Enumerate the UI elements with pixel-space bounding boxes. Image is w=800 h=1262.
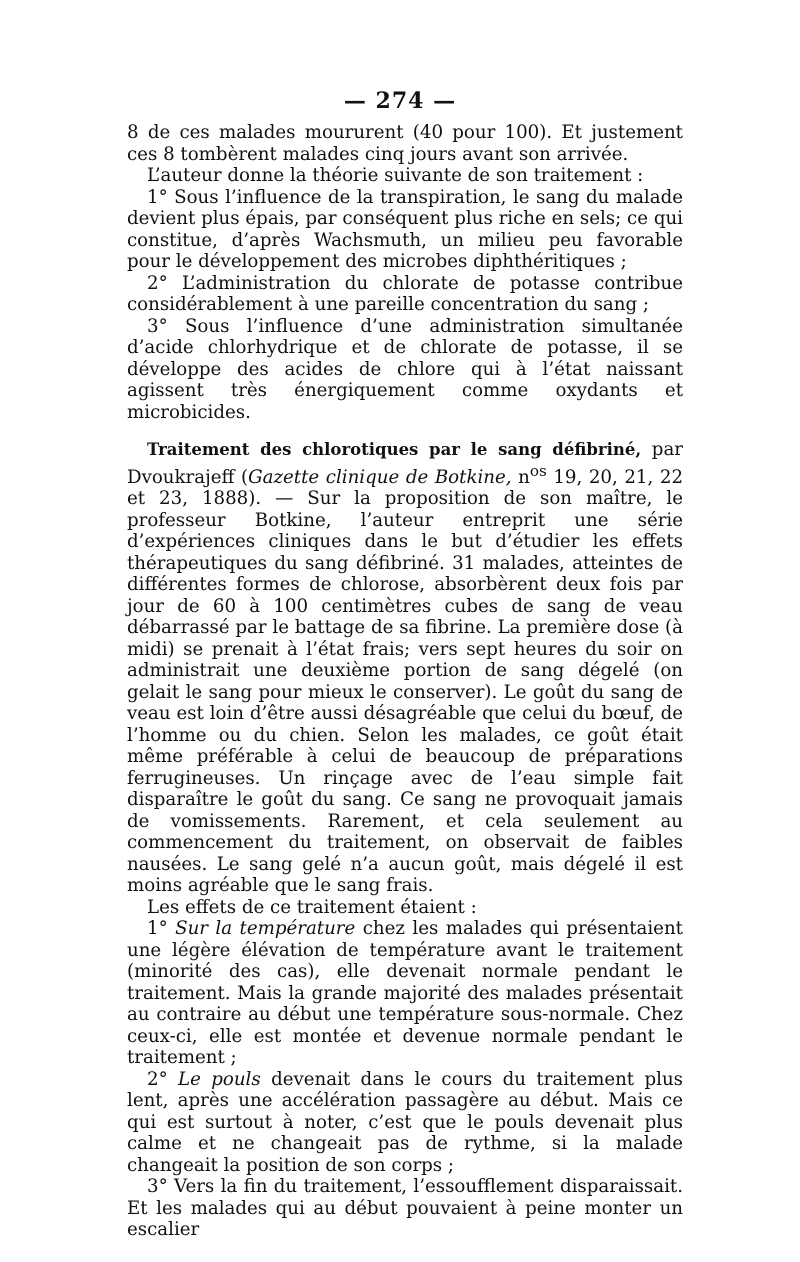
article-paragraph xyxy=(127,439,683,897)
paragraph: 1° Sous l’influence de la transpiration, le sang du malade devient plus épais, par conséquent plus riche en sels; ce qui constitue, d’après Wachsmuth, un milieu peu favorable pour le développement des microbes diphthéritiques ; xyxy=(127,186,683,272)
effect-item: 3° Vers la fin du traitement, l’essoufflement disparaissait. Et les malades qui au début pouvaient à peine monter un escalier xyxy=(127,1176,683,1241)
article-source-sup: os xyxy=(529,461,547,480)
article-source-num: n xyxy=(511,466,530,488)
article-issues: 19, 20, 21, 22 et 23, 1888). — xyxy=(127,466,684,510)
effect-item: 1° Sur la température chez les malades qui présentaient une légère élévation de température avant le traitement (minorité des cas), elle devenait normale pendant le traitement. Mais la grande majorité des malades présentait au contraire au début une température sous-normale. Chez ceux-ci, elle est montée et devenue normale pendant le traitement ; xyxy=(127,918,683,1069)
article-title: Traitement des chlorotiques par le sang défibriné, xyxy=(147,440,642,459)
paragraph: 8 de ces malades moururent (40 pour 100). Et justement ces 8 tombèrent malades cinq jours avant son arrivée. xyxy=(127,122,683,165)
page-number: — 274 — xyxy=(343,88,457,114)
effect-item: 2° Le pouls devenait dans le cours du traitement plus lent, après une accélération passagère au début. Mais ce qui est surtout à noter, c’est que le pouls devenait plus calme et ne changeait pas de rythme, si la malade changeait la position de son corps ; xyxy=(127,1068,683,1176)
article-source: Gazette clinique de Botkine, xyxy=(248,466,512,488)
paragraph: 3° Sous l’influence d’une administration simultanée d’acide chlorhydrique et de chlorate de potasse, il se développe des acides de chlore qui à l’état naissant agissent très énergiquement comme oxydants et microbicides. xyxy=(127,315,683,423)
article-author: par Dvoukrajeff ( xyxy=(127,439,683,488)
article-body: Sur la proposition de son maître, le professeur Botkine, l’auteur entreprit une série d’expériences cliniques dans le but d’étudier les effets thérapeutiques du sang défibriné. 31 malades, atteintes de différentes formes de chlorose, absorbèrent deux fois par jour de 60 à 100 centimètres cubes de sang de veau débarrassé par le battage de sa fibrine. La première dose (à midi) se prenait à l’état frais; vers sept heures du soir on administrait une deuxième portion de sang dégelé (on gelait le sang pour mieux le conserver). Le goût du sang de veau est loin d’être aussi désagréable que celui du bœuf, de l’homme ou du chien. Selon les malades, ce goût était même préférable à celui de beaucoup de préparations ferrugineuses. Un rinçage avec de l’eau simple fait disparaître le goût du sang. Ce sang ne provoquait jamais de vomissements. Rarement, et cela seulement au commencement du traitement, on observait de faibles nausées. Le sang gelé n’a aucun goût, mais dégelé il est moins agréable que le sang frais. xyxy=(127,488,683,897)
effect-label: Le pouls xyxy=(178,1068,261,1090)
paragraph: L’auteur donne la théorie suivante de son traitement : xyxy=(147,165,644,186)
effects-intro: Les effets de ce traitement étaient : xyxy=(147,896,477,918)
body-text xyxy=(127,122,683,1241)
paragraph: 2° L’administration du chlorate de potasse contribue considérablement à une pareille concentration du sang ; xyxy=(127,272,683,315)
effect-label: Sur la température xyxy=(175,918,356,940)
